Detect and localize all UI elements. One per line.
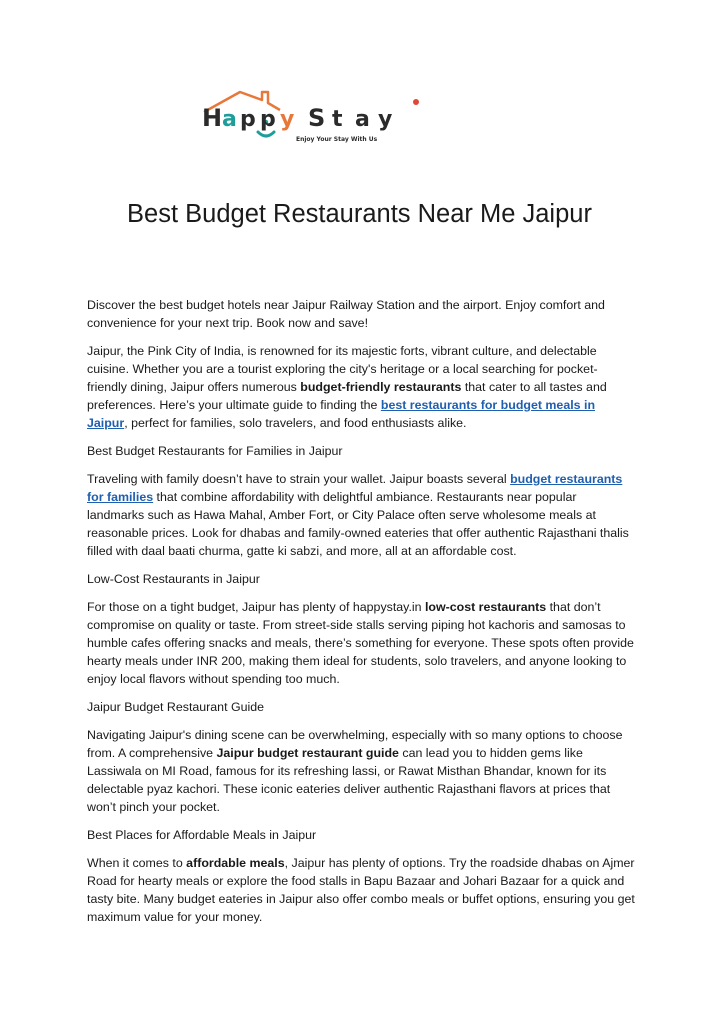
- paragraph-1: [87, 342, 635, 432]
- text-run: can lead you to hidden gems like Lassiwala on MI Road, famous for its refreshing lassi, or Rawat Misthan Bhandar, known for its delectable pyaz kachori. These iconic eateries deliver authentic Rajasthani flavors at prices that won’t pinch your pocket.: [87, 746, 611, 814]
- bold-text: affordable meals: [186, 856, 285, 870]
- section-heading-low-cost: Low-Cost Restaurants in Jaipur: [87, 572, 260, 586]
- article-body: [87, 296, 635, 936]
- logo-letter: y: [378, 107, 393, 132]
- bold-text: budget-friendly restaurants: [300, 380, 462, 394]
- bold-text: Jaipur budget restaurant guide: [216, 746, 399, 760]
- happystay-logo: [200, 86, 422, 146]
- logo-letter: p: [240, 107, 256, 132]
- paragraph-5: [87, 854, 635, 926]
- text-run: When it comes to: [87, 856, 187, 870]
- budget-meals-link[interactable]: best restaurants for budget meals in Jaipur: [87, 398, 596, 430]
- logo-letter: H: [202, 104, 223, 132]
- section-heading-families: Best Budget Restaurants for Families in Jaipur: [87, 444, 343, 458]
- logo-letter: S: [308, 104, 326, 132]
- text-run: Jaipur, the Pink City of India, is renowned for its majestic forts, vibrant culture, and delectable cuisine. Whether you are a tourist exploring the city's heritage or a local searching for pocket-friendly dining, Jaipur offers numerous: [87, 344, 598, 394]
- logo-pin-icon: [413, 99, 419, 105]
- paragraph-3: [87, 598, 635, 688]
- logo-graphic: [200, 86, 422, 146]
- section-heading-guide: Jaipur Budget Restaurant Guide: [87, 700, 265, 714]
- logo-letter: y: [280, 107, 295, 132]
- logo-letter: a: [355, 107, 370, 132]
- text-run: that combine affordability with delightful ambiance. Restaurants near popular landmarks such as Hawa Mahal, Amber Fort, or City Palace often serve wholesome meals at reasonable prices. Look for dhabas and family-owned eateries that offer authentic Rajasthani thalis filled with daal baati churma, gatte ki sabzi, and more, all at an affordable cost.: [87, 490, 629, 558]
- section-heading-affordable: Best Places for Affordable Meals in Jaipur: [87, 828, 317, 842]
- intro-paragraph: Discover the best budget hotels near Jaipur Railway Station and the airport. Enjoy comfort and convenience for your next trip. Book now and save!: [87, 298, 605, 330]
- text-run: Traveling with family doesn’t have to strain your wallet. Jaipur boasts several: [87, 472, 511, 486]
- logo-tagline: Enjoy Your Stay With Us: [296, 136, 378, 143]
- text-run: Navigating Jaipur's dining scene can be overwhelming, especially with so many options to choose from. A comprehensive: [87, 728, 623, 760]
- paragraph-2: [87, 470, 635, 560]
- text-run: , Jaipur has plenty of options. Try the roadside dhabas on Ajmer Road for hearty meals or explore the food stalls in Bapu Bazaar and Johari Bazaar for a quick and tasty bite. Many budget eateries in Jaipur also offer combo meals or buffet options, ensuring you get maximum value for your money.: [87, 856, 635, 924]
- text-run: , perfect for families, solo travelers, and food enthusiasts alike.: [124, 416, 467, 430]
- bold-text: low-cost restaurants: [424, 600, 547, 614]
- text-run: that cater to all tastes and preferences. Here’s your ultimate guide to finding the: [87, 380, 607, 412]
- text-run: For those on a tight budget, Jaipur has plenty of happystay.in: [87, 600, 425, 614]
- logo-letter: t: [332, 107, 343, 132]
- budget-restaurants-families-link[interactable]: budget restaurants for families: [87, 472, 623, 504]
- logo-letter: p: [260, 107, 276, 132]
- text-run: that don’t compromise on quality or taste. From street-side stalls serving piping hot kachoris and samosas to humble cafes offering snacks and meals, there’s something for everyone. These spots often provide hearty meals under INR 200, making them ideal for students, solo travelers, and anyone looking to enjoy local flavors without spending too much.: [87, 600, 634, 686]
- page-title: Best Budget Restaurants Near Me Jaipur: [127, 200, 592, 228]
- logo-letter: a: [222, 107, 237, 132]
- logo-smile-icon: [258, 132, 274, 136]
- paragraph-4: [87, 726, 635, 816]
